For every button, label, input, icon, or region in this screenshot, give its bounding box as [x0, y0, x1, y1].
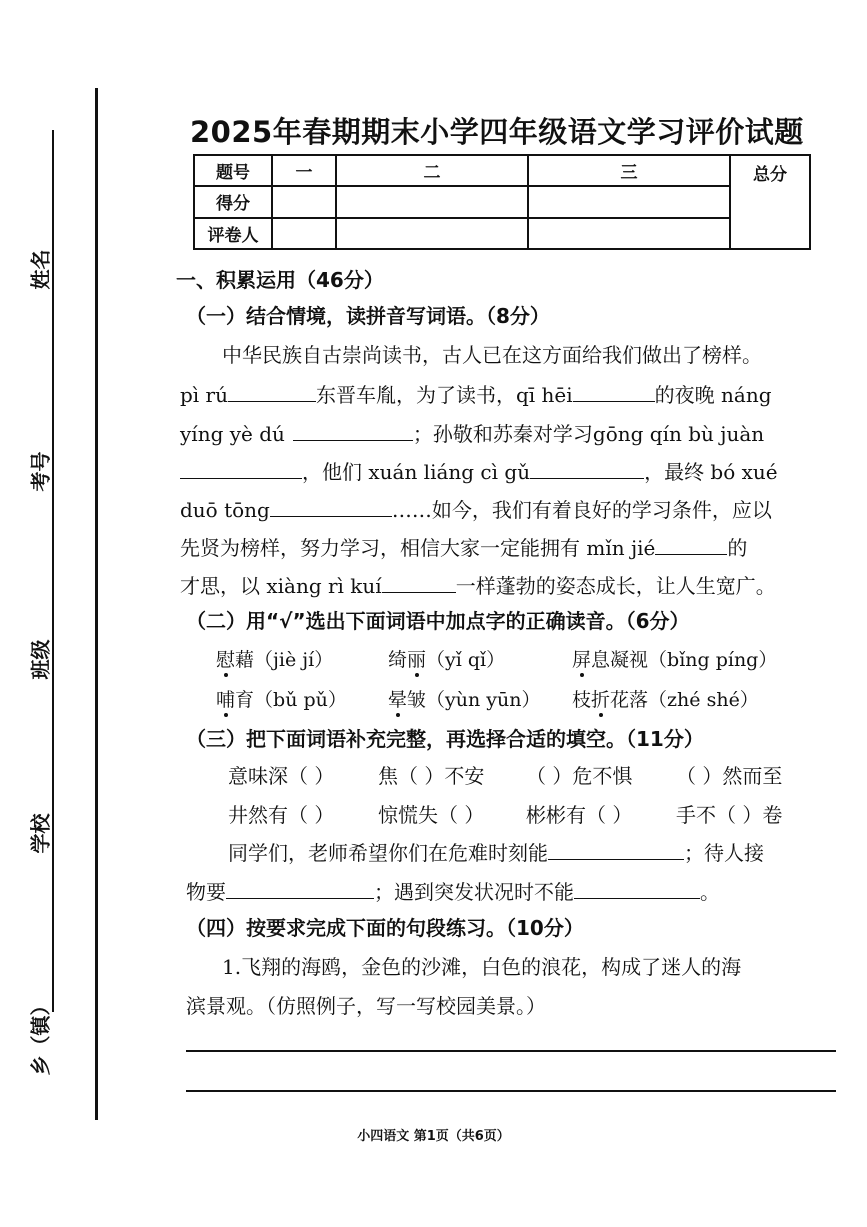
part-4-heading: （四）按要求完成下面的句段练习。（10分） [186, 916, 584, 940]
pinyin-text: yíng yè dú [180, 422, 285, 446]
answer-blank[interactable] [530, 458, 644, 479]
dotted-character: 屏 [572, 649, 592, 671]
grader-cell-3[interactable] [528, 218, 730, 249]
name-field-line[interactable] [52, 130, 54, 335]
answer-blank[interactable] [574, 878, 700, 899]
score-table [193, 154, 811, 250]
part-1-line-3 [180, 420, 764, 448]
part-1-text: ；孙敬和苏秦对学习gōng qín bù juàn [412, 422, 765, 446]
part-1-line-4 [180, 458, 778, 486]
part-1-heading: （一）结合情境，读拼音写词语。（8分） [186, 304, 550, 328]
reading-item[interactable] [572, 646, 777, 674]
dotted-character: 晕 [388, 689, 408, 711]
pinyin-text: duō tōng [180, 498, 270, 522]
answer-blank[interactable] [548, 839, 684, 860]
word-text: 皱 [407, 689, 427, 711]
answer-blank[interactable] [180, 458, 302, 479]
answer-writing-line[interactable] [186, 1050, 836, 1052]
reading-options: （bǔ pǔ） [254, 689, 347, 711]
dotted-character: 折 [591, 689, 611, 711]
part-1-text: ……如今，我们有着良好的学习条件，应以 [391, 498, 772, 522]
page-footer: 小四语文 第1页（共6页） [357, 1129, 510, 1144]
word-text: 息凝视 [591, 649, 649, 671]
reading-item[interactable] [216, 686, 347, 714]
word-text: 藉 [235, 649, 255, 671]
answer-blank[interactable] [382, 572, 456, 593]
town-field-label: 乡（镇） [28, 995, 53, 1076]
dotted-character: 慰 [216, 649, 236, 671]
school-field-line[interactable] [52, 688, 54, 876]
reading-item[interactable] [388, 686, 541, 714]
part-4-question-1-line-2: 滨景观。（仿照例子，写一写校园美景。） [186, 994, 546, 1018]
part-1-line-2 [180, 381, 772, 409]
answer-blank[interactable] [573, 381, 655, 402]
score-table-total-label: 总分 [753, 165, 787, 185]
part-1-text: 东晋车胤，为了读书，qī hēi [316, 383, 573, 407]
part-1-line-7 [180, 572, 776, 600]
idiom-item[interactable]: 彬彬有（ ） [526, 803, 633, 827]
reading-item[interactable] [216, 646, 333, 674]
answer-blank[interactable] [293, 420, 413, 441]
part-3-text: ；待人接 [684, 841, 764, 865]
score-cell-3[interactable] [528, 186, 730, 217]
part-3-text: 同学们，老师希望你们在危难时刻能 [228, 841, 548, 865]
part-1-text: 一样蓬勃的姿态成长，让人生宽广。 [455, 574, 776, 598]
part-3-heading: （三）把下面词语补充完整，再选择合适的填空。（11分） [186, 727, 704, 751]
dotted-character: 哺 [216, 689, 236, 711]
class-field-line[interactable] [52, 505, 54, 705]
answer-blank[interactable] [270, 496, 392, 517]
part-1-text: 中华民族自古崇尚读书，古人已在这方面给我们做出了榜样。 [222, 343, 762, 367]
part-2-heading: （二）用“√”选出下面词语中加点字的正确读音。（6分） [186, 609, 690, 633]
exam-number-field-line[interactable] [52, 318, 54, 518]
idiom-item[interactable]: 井然有（ ） [228, 803, 335, 827]
part-1-text: 的 [727, 536, 748, 560]
reading-options: （yǐ qǐ） [426, 649, 506, 671]
score-table-col-2: 二 [336, 155, 528, 186]
part-1-line-5 [180, 496, 772, 524]
word-text: 育 [235, 689, 255, 711]
idiom-item[interactable]: 手不（ ）卷 [676, 803, 783, 827]
part-3-fill-line-2 [186, 878, 720, 906]
town-field-line[interactable] [52, 876, 54, 1012]
grader-cell-1[interactable] [272, 218, 336, 249]
idiom-item[interactable]: 惊慌失（ ） [378, 803, 485, 827]
part-3-fill-line-1 [228, 839, 764, 867]
binding-margin-line [95, 88, 98, 1120]
score-table-header-label: 题号 [194, 155, 272, 186]
idiom-item[interactable]: 意味深（ ） [228, 764, 335, 788]
answer-blank[interactable] [655, 534, 727, 555]
part-1-line-1 [222, 341, 762, 369]
grader-cell-2[interactable] [336, 218, 528, 249]
score-table-col-3: 三 [528, 155, 730, 186]
idiom-item[interactable]: （ ）危不惧 [526, 764, 633, 788]
part-1-line-6 [180, 534, 747, 562]
school-field-label: 学校 [28, 813, 53, 854]
word-text: 绮 [388, 649, 408, 671]
answer-blank[interactable] [228, 381, 316, 402]
word-text: 枝 [572, 689, 592, 711]
dotted-character: 丽 [407, 649, 427, 671]
score-table-col-1: 一 [272, 155, 336, 186]
reading-options: （zhé shé） [648, 689, 759, 711]
part-3-text: 物要 [186, 880, 226, 904]
answer-writing-line[interactable] [186, 1090, 836, 1092]
pinyin-text: pì rú [180, 383, 228, 407]
score-cell-2[interactable] [336, 186, 528, 217]
part-1-text: ，最终 bó xué [644, 460, 778, 484]
part-1-text: 先贤为榜样，努力学习，相信大家一定能拥有 mǐn jié [180, 536, 656, 560]
score-table-score-label: 得分 [194, 186, 272, 217]
idiom-item[interactable]: （ ）然而至 [676, 764, 783, 788]
reading-options: （bǐng píng） [648, 649, 778, 671]
reading-item[interactable] [572, 686, 759, 714]
part-3-text: ；遇到突发状况时不能 [374, 880, 574, 904]
answer-blank[interactable] [226, 878, 374, 899]
exam-number-field-label: 考号 [28, 451, 53, 492]
class-field-label: 班级 [28, 639, 53, 680]
score-table-grader-label: 评卷人 [194, 218, 272, 249]
reading-options: （jiè jí） [254, 649, 334, 671]
part-4-question-1-line-1: 1.飞翔的海鸥，金色的沙滩，白色的浪花，构成了迷人的海 [222, 955, 742, 979]
exam-title: 2025年春期期末小学四年级语文学习评价试题 [190, 115, 804, 149]
reading-item[interactable] [388, 646, 505, 674]
part-1-text: ，他们 xuán liáng cì gǔ [302, 460, 531, 484]
reading-options: （yùn yūn） [426, 689, 541, 711]
idiom-item[interactable]: 焦（ ）不安 [378, 764, 485, 788]
part-3-text: 。 [700, 880, 720, 904]
part-1-text: 才思，以 xiàng rì kuí [180, 574, 382, 598]
score-table-total-cell[interactable] [730, 155, 810, 249]
part-1-text: 的夜晚 náng [654, 383, 772, 407]
name-field-label: 姓名 [28, 249, 53, 290]
word-text: 花落 [610, 689, 649, 711]
score-cell-1[interactable] [272, 186, 336, 217]
section-1-heading: 一、积累运用（46分） [176, 268, 384, 292]
